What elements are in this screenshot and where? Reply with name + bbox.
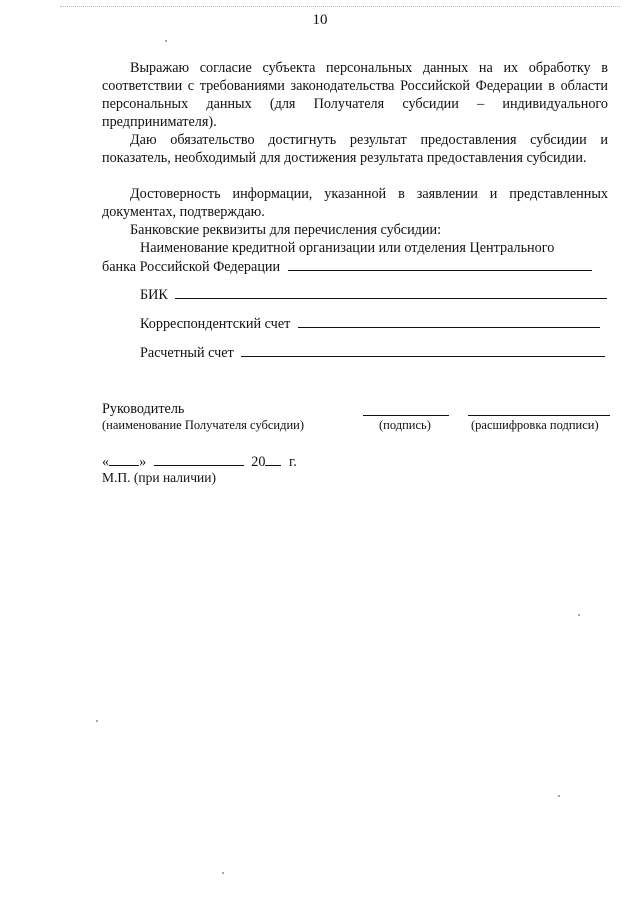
page-number: 10 xyxy=(312,12,328,28)
recipient-caption: (наименование Получателя субсидии) xyxy=(102,418,305,432)
head-label: Руководитель xyxy=(102,401,185,417)
settlement-account-blank xyxy=(241,344,605,357)
settlement-account-label: Расчетный счет xyxy=(140,345,234,361)
signature-caption: (подпись) xyxy=(379,418,431,432)
bik-label: БИК xyxy=(140,287,168,303)
bank-details-heading: Банковские реквизиты для перечисления субсидии: xyxy=(130,222,442,238)
bank-org-blank xyxy=(288,258,592,271)
signature-decoding-blank xyxy=(468,403,610,416)
stamp-label: М.П. (при наличии) xyxy=(102,470,216,485)
date-month-blank xyxy=(154,453,244,466)
bik-blank xyxy=(175,286,607,299)
date-year-blank xyxy=(265,453,281,466)
scan-speck xyxy=(165,40,167,42)
bik-row xyxy=(140,286,607,304)
obligation-paragraph: Даю обязательство достигнуть результат предоставления субсидии и показатель, необходимый для достижения результата предоставления субсидии. xyxy=(102,132,608,166)
date-day-blank xyxy=(109,453,139,466)
accuracy-paragraph: Достоверность информации, указанной в заявлении и представленных документах, подтверждаю. xyxy=(102,186,608,220)
date-close-quote: » xyxy=(139,454,147,470)
date-year-prefix: 20 xyxy=(251,454,266,470)
date-row xyxy=(102,453,297,471)
consent-paragraph: Выражаю согласие субъекта персональных данных на их обработку в соответствии с требованиями законодательства Российской Федерации в области персональных данных (для Получателя субсидии – индивидуального предпринимателя). xyxy=(102,60,608,130)
corr-account-row xyxy=(140,315,600,333)
decoding-caption: (расшифровка подписи) xyxy=(471,418,599,432)
date-year-suffix: г. xyxy=(289,454,297,470)
signature-blank xyxy=(363,403,449,416)
scan-speck xyxy=(96,720,98,722)
date-open-quote: « xyxy=(102,454,110,470)
scan-speck xyxy=(222,872,224,874)
corr-account-blank xyxy=(298,315,600,328)
scan-artifact-line xyxy=(60,6,620,8)
bank-org-label-line2: банка Российской Федерации xyxy=(102,259,281,275)
scan-speck xyxy=(578,614,580,616)
settlement-account-row xyxy=(140,344,605,362)
scan-speck xyxy=(558,795,560,797)
bank-org-row xyxy=(102,258,592,276)
corr-account-label: Корреспондентский счет xyxy=(140,316,291,332)
bank-org-label-line1: Наименование кредитной организации или отделения Центрального xyxy=(140,240,555,256)
